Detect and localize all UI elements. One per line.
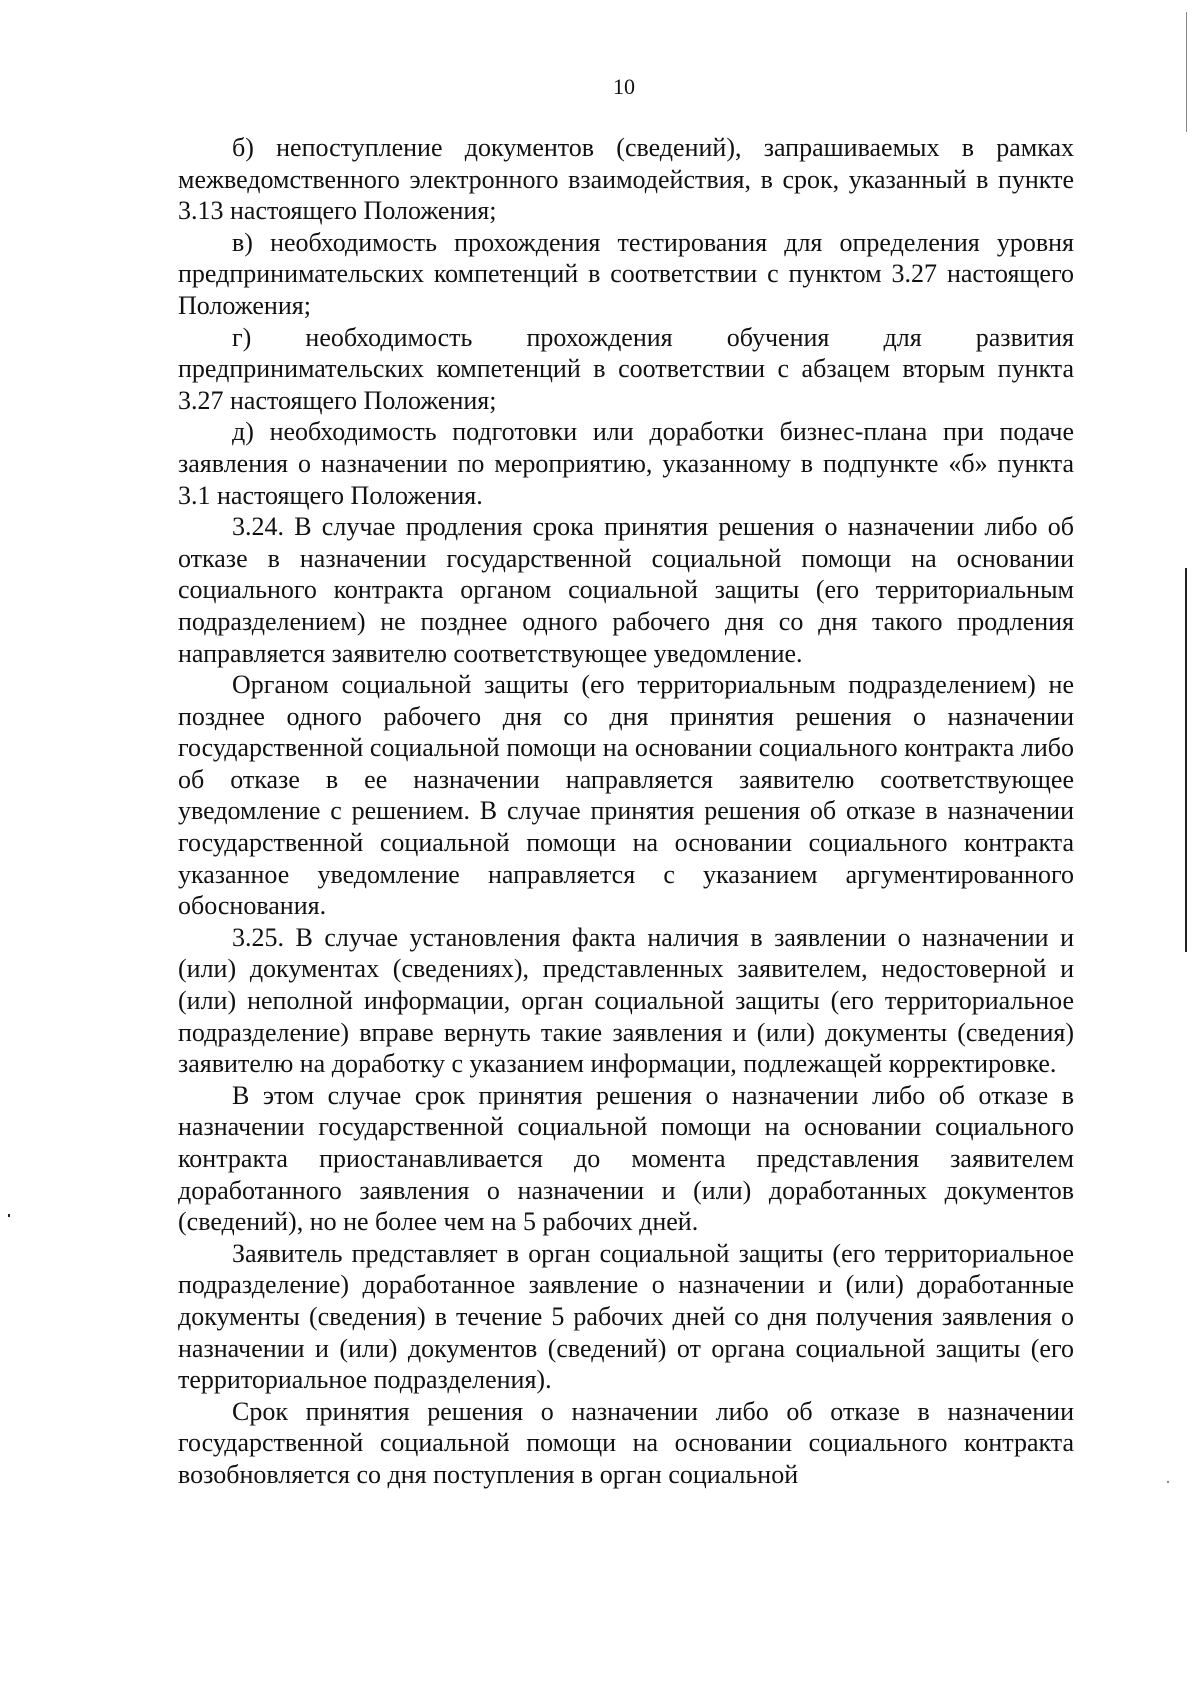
paragraph-suspension: В этом случае срок принятия решения о назначении либо об отказе в назначении государственной социальной помощи на основании социального контракта приостанавливается до момента представления заявителем доработанного заявления о назначении и (или) доработанных документов (сведений), но не более чем на 5 рабочих дней.	[178, 1080, 1074, 1237]
scan-edge-line	[1186, 12, 1187, 132]
scan-margin-line	[1185, 568, 1187, 952]
document-body	[178, 132, 1074, 1491]
page-number: 10	[613, 74, 635, 99]
paragraph-item-v: в) необходимость прохождения тестирования для определения уровня предпринимательских компетенций в соответствии с пунктом 3.27 настоящего Положения;	[178, 227, 1074, 320]
scan-speck	[8, 1214, 10, 1217]
paragraph-item-d: д) необходимость подготовки или доработки бизнес-плана при подаче заявления о назначении по мероприятию, указанному в подпункте «б» пункта 3.1 настоящего Положения.	[178, 417, 1074, 510]
paragraph-clause-3-24: 3.24. В случае продления срока принятия решения о назначении либо об отказе в назначении государственной социальной помощи на основании социального контракта органом социальной защиты (его территориальным подразделением) не позднее одного рабочего дня со дня такого продления направляется заявителю соответствующее уведомление.	[178, 512, 1074, 668]
paragraph-clause-3-25: 3.25. В случае установления факта наличия в заявлении о назначении и (или) документах (сведениях), представленных заявителем, недостоверной и (или) неполной информации, орган социальной защиты (его территориальное подразделение) вправе вернуть такие заявления и (или) документы (сведения) заявителю на доработку с указанием информации, подлежащей корректировке.	[178, 922, 1074, 1079]
paragraph-applicant-submits: Заявитель представляет в орган социальной защиты (его территориальное подразделение) доработанное заявление о назначении и (или) доработанные документы (сведения) в течение 5 рабочих дней со дня получения заявления о назначении и (или) документов (сведений) от органа социальной защиты (его территориальное подразделения).	[178, 1238, 1074, 1395]
scan-speck	[1167, 1481, 1169, 1483]
paragraph-item-b: б) непоступление документов (сведений), запрашиваемых в рамках межведомственного электронного взаимодействия, в срок, указанный в пункте 3.13 настоящего Положения;	[178, 133, 1074, 226]
paragraph-item-g: г) необходимость прохождения обучения для развития предпринимательских компетенций в соответствии с абзацем вторым пункта 3.27 настоящего Положения;	[178, 322, 1074, 415]
paragraph-resumption: Срок принятия решения о назначении либо об отказе в назначении государственной социальной помощи на основании социального контракта возобновляется со дня поступления в орган социальной	[178, 1396, 1074, 1489]
paragraph-notification: Органом социальной защиты (его территориальным подразделением) не позднее одного рабочего дня со дня принятия решения о назначении государственной социальной помощи на основании социального контракта либо об отказе в ее назначении направляется заявителю соответствующее уведомление с решением. В случае принятия решения об отказе в назначении государственной социальной помощи на основании социального контракта указанное уведомление направляется с указанием аргументированного обоснования.	[178, 670, 1074, 921]
